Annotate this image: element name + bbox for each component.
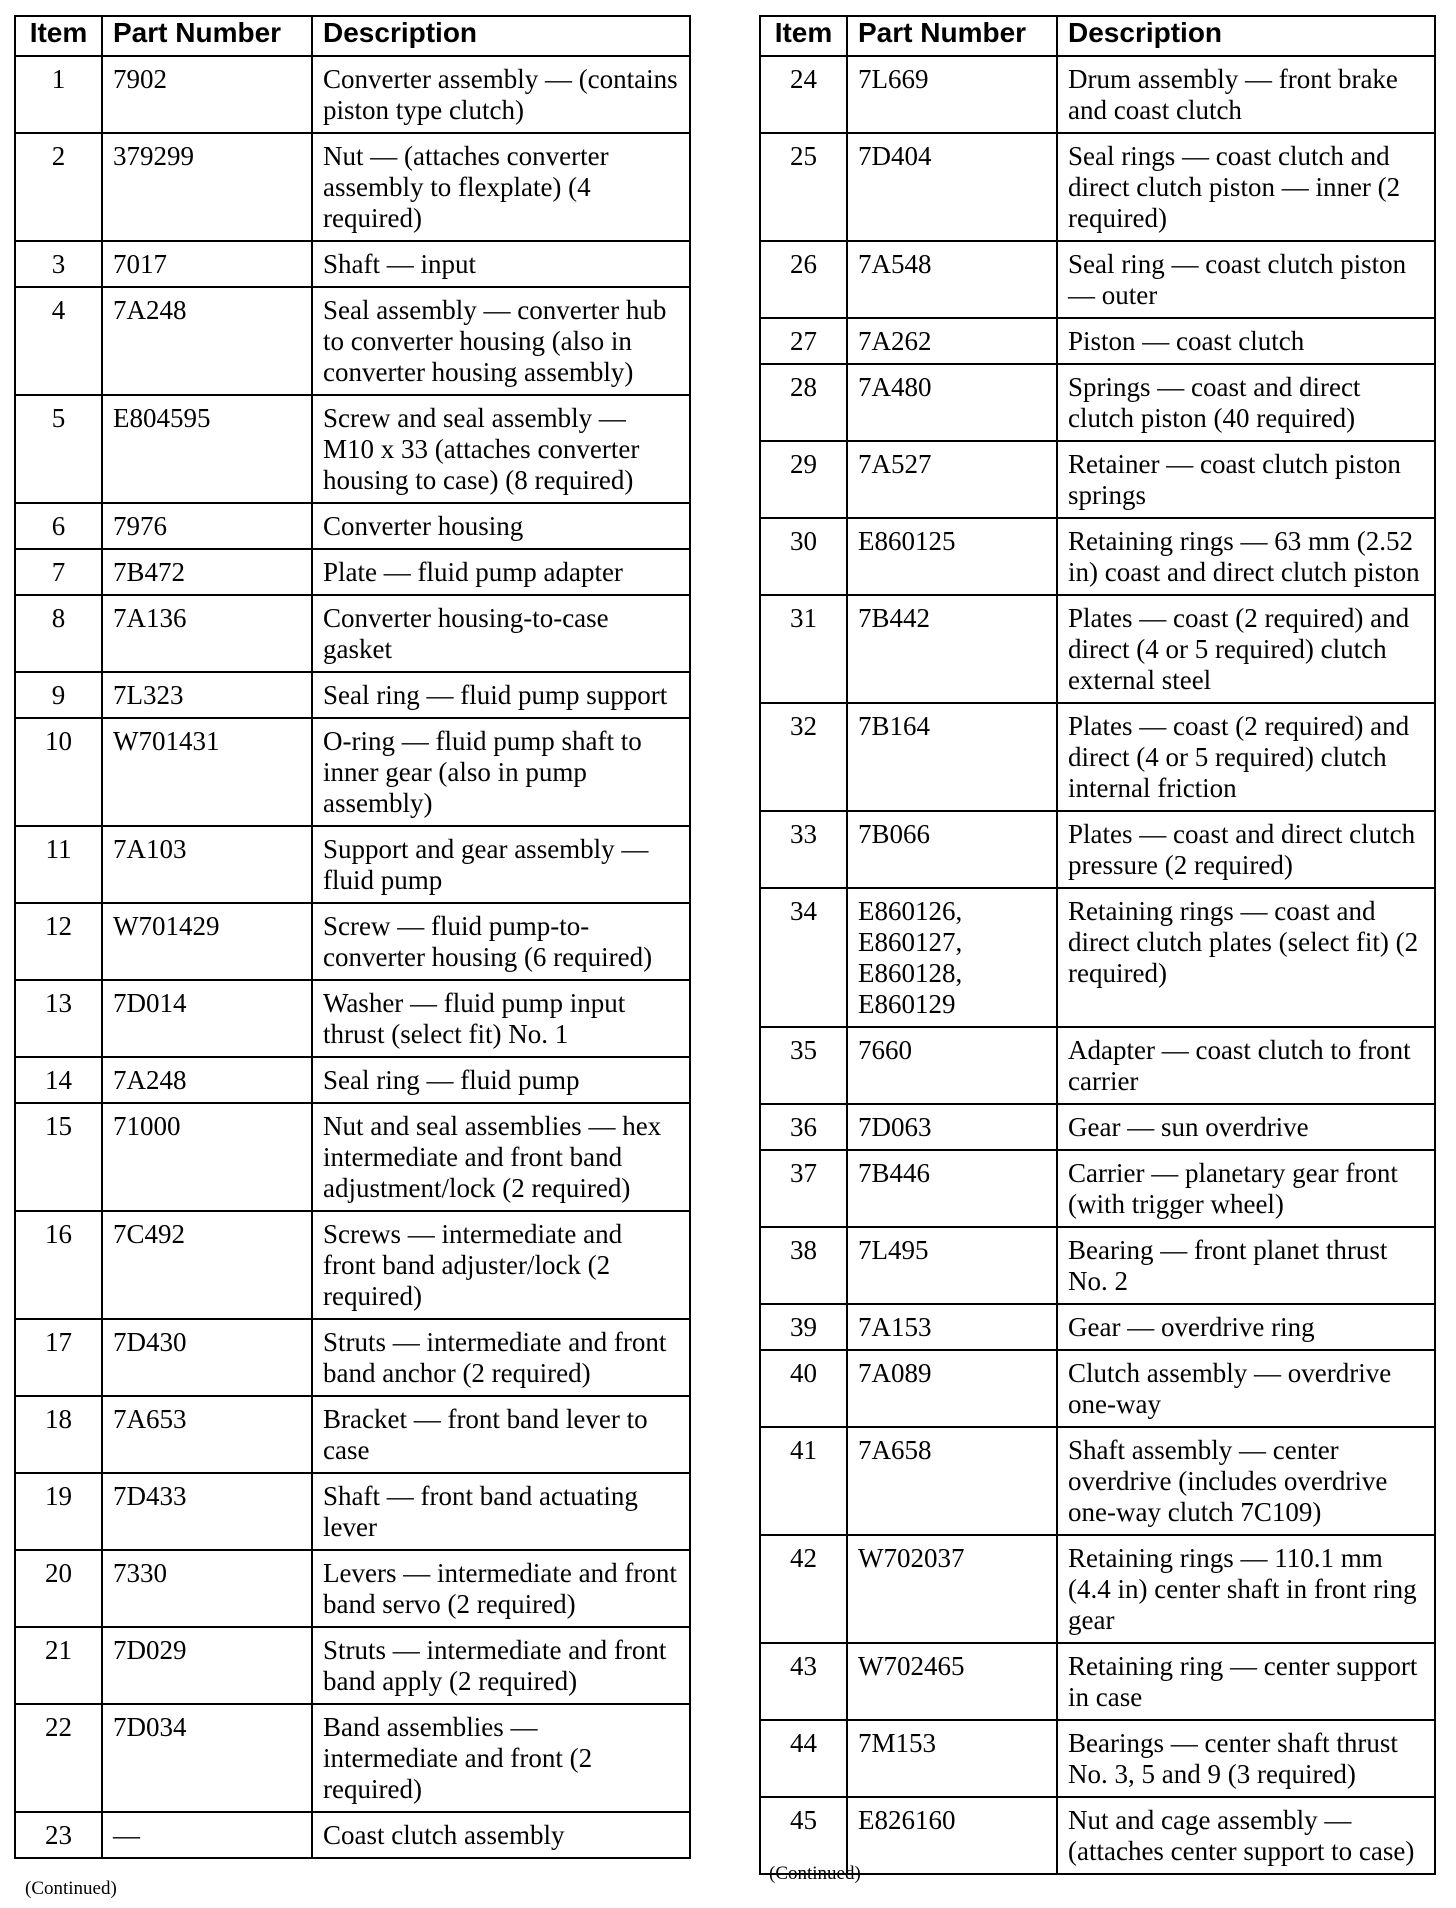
table-row <box>760 1150 1435 1227</box>
cell-description: Drum assembly — front brake and coast clutch <box>1057 56 1435 133</box>
cell-description: Levers — intermediate and front band servo (2 required) <box>312 1550 690 1627</box>
header-description: Description <box>1057 16 1435 56</box>
cell-part-number: 7D063 <box>847 1104 1057 1150</box>
table-row <box>15 1812 690 1858</box>
cell-item: 33 <box>760 811 847 888</box>
table-row <box>760 441 1435 518</box>
header-part-number: Part Number <box>847 16 1057 56</box>
cell-part-number: 7330 <box>102 1550 312 1627</box>
table-row <box>15 672 690 718</box>
cell-item: 42 <box>760 1535 847 1643</box>
cell-description: O-ring — fluid pump shaft to inner gear (also in pump assembly) <box>312 718 690 826</box>
table-row <box>760 1797 1435 1874</box>
cell-part-number: 7D034 <box>102 1704 312 1812</box>
table-row <box>760 595 1435 703</box>
cell-item: 5 <box>15 395 102 503</box>
table-row <box>15 133 690 241</box>
table-row <box>760 1720 1435 1797</box>
table-row <box>15 1211 690 1319</box>
cell-part-number: E826160 <box>847 1797 1057 1874</box>
header-description: Description <box>312 16 690 56</box>
cell-description: Seal ring — fluid pump support <box>312 672 690 718</box>
cell-description: Screw and seal assembly — M10 x 33 (attaches converter housing to case) (8 required) <box>312 395 690 503</box>
cell-part-number: W701429 <box>102 903 312 980</box>
cell-part-number: 7A548 <box>847 241 1057 318</box>
table-header-row <box>760 16 1435 56</box>
table-row <box>760 1427 1435 1535</box>
cell-description: Retaining rings — 63 mm (2.52 in) coast and direct clutch piston <box>1057 518 1435 595</box>
cell-description: Converter housing-to-case gasket <box>312 595 690 672</box>
cell-part-number: 7017 <box>102 241 312 287</box>
table-row <box>760 241 1435 318</box>
table-row <box>15 1704 690 1812</box>
cell-description: Seal assembly — converter hub to converter housing (also in converter housing assembly) <box>312 287 690 395</box>
table-row <box>15 1057 690 1103</box>
table-row <box>760 1227 1435 1304</box>
cell-item: 13 <box>15 980 102 1057</box>
cell-item: 24 <box>760 56 847 133</box>
cell-item: 3 <box>15 241 102 287</box>
parts-table-right <box>759 15 1436 1875</box>
cell-part-number: 7A103 <box>102 826 312 903</box>
table-row <box>15 395 690 503</box>
table-row <box>15 503 690 549</box>
cell-description: Coast clutch assembly <box>312 1812 690 1858</box>
cell-description: Nut and seal assemblies — hex intermediate and front band adjustment/lock (2 required) <box>312 1103 690 1211</box>
table-row <box>15 980 690 1057</box>
cell-description: Retainer — coast clutch piston springs <box>1057 441 1435 518</box>
table-header-row <box>15 16 690 56</box>
table-row <box>760 1535 1435 1643</box>
parts-table-left-body <box>15 56 690 1858</box>
cell-description: Struts — intermediate and front band apply (2 required) <box>312 1627 690 1704</box>
table-row <box>760 1304 1435 1350</box>
cell-part-number: 7A248 <box>102 287 312 395</box>
cell-item: 11 <box>15 826 102 903</box>
cell-item: 20 <box>15 1550 102 1627</box>
cell-part-number: 7A480 <box>847 364 1057 441</box>
table-row <box>760 1643 1435 1720</box>
table-row <box>15 549 690 595</box>
cell-item: 36 <box>760 1104 847 1150</box>
cell-description: Shaft assembly — center overdrive (includes overdrive one-way clutch 7C109) <box>1057 1427 1435 1535</box>
cell-item: 35 <box>760 1027 847 1104</box>
cell-description: Clutch assembly — overdrive one-way <box>1057 1350 1435 1427</box>
cell-item: 39 <box>760 1304 847 1350</box>
table-row <box>15 1550 690 1627</box>
cell-description: Adapter — coast clutch to front carrier <box>1057 1027 1435 1104</box>
cell-item: 32 <box>760 703 847 811</box>
table-row <box>15 1627 690 1704</box>
cell-item: 17 <box>15 1319 102 1396</box>
cell-part-number: 7L495 <box>847 1227 1057 1304</box>
cell-part-number: 7L669 <box>847 56 1057 133</box>
cell-part-number: 7A248 <box>102 1057 312 1103</box>
cell-description: Band assemblies — intermediate and front (2 required) <box>312 1704 690 1812</box>
cell-part-number: 7A262 <box>847 318 1057 364</box>
cell-part-number: 7A136 <box>102 595 312 672</box>
cell-item: 34 <box>760 888 847 1027</box>
cell-item: 25 <box>760 133 847 241</box>
cell-part-number: 7A089 <box>847 1350 1057 1427</box>
cell-part-number: 7M153 <box>847 1720 1057 1797</box>
cell-item: 15 <box>15 1103 102 1211</box>
table-row <box>760 888 1435 1027</box>
cell-item: 19 <box>15 1473 102 1550</box>
cell-part-number: 7D430 <box>102 1319 312 1396</box>
parts-table-right-body <box>760 56 1435 1874</box>
table-row <box>15 903 690 980</box>
cell-item: 4 <box>15 287 102 395</box>
cell-description: Shaft — front band actuating lever <box>312 1473 690 1550</box>
cell-item: 31 <box>760 595 847 703</box>
cell-description: Retaining rings — coast and direct clutch plates (select fit) (2 required) <box>1057 888 1435 1027</box>
table-row <box>760 133 1435 241</box>
table-row <box>15 287 690 395</box>
cell-part-number: 7D433 <box>102 1473 312 1550</box>
cell-description: Support and gear assembly — fluid pump <box>312 826 690 903</box>
table-row <box>15 718 690 826</box>
cell-item: 16 <box>15 1211 102 1319</box>
cell-part-number: 7D014 <box>102 980 312 1057</box>
cell-item: 7 <box>15 549 102 595</box>
cell-description: Retaining rings — 110.1 mm (4.4 in) center shaft in front ring gear <box>1057 1535 1435 1643</box>
cell-item: 22 <box>15 1704 102 1812</box>
cell-item: 44 <box>760 1720 847 1797</box>
parts-table-left <box>14 15 691 1859</box>
table-row <box>15 1473 690 1550</box>
cell-description: Plates — coast and direct clutch pressure (2 required) <box>1057 811 1435 888</box>
continued-note-right: (Continued) <box>769 1863 861 1884</box>
cell-description: Screws — intermediate and front band adjuster/lock (2 required) <box>312 1211 690 1319</box>
cell-part-number: W702465 <box>847 1643 1057 1720</box>
table-row <box>760 703 1435 811</box>
table-row <box>760 1104 1435 1150</box>
cell-item: 10 <box>15 718 102 826</box>
cell-part-number: 7D404 <box>847 133 1057 241</box>
cell-part-number: 7902 <box>102 56 312 133</box>
cell-item: 29 <box>760 441 847 518</box>
cell-description: Retaining ring — center support in case <box>1057 1643 1435 1720</box>
cell-item: 27 <box>760 318 847 364</box>
cell-item: 43 <box>760 1643 847 1720</box>
cell-description: Plates — coast (2 required) and direct (4 or 5 required) clutch internal friction <box>1057 703 1435 811</box>
cell-item: 26 <box>760 241 847 318</box>
cell-description: Bearing — front planet thrust No. 2 <box>1057 1227 1435 1304</box>
cell-description: Struts — intermediate and front band anchor (2 required) <box>312 1319 690 1396</box>
cell-part-number: 7B442 <box>847 595 1057 703</box>
continued-note-left: (Continued) <box>25 1878 117 1899</box>
cell-part-number: 7B066 <box>847 811 1057 888</box>
cell-item: 23 <box>15 1812 102 1858</box>
cell-item: 14 <box>15 1057 102 1103</box>
table-row <box>760 1350 1435 1427</box>
table-row <box>760 518 1435 595</box>
cell-item: 6 <box>15 503 102 549</box>
parts-table-right-column <box>759 15 1436 1875</box>
cell-item: 21 <box>15 1627 102 1704</box>
cell-item: 30 <box>760 518 847 595</box>
cell-item: 9 <box>15 672 102 718</box>
cell-description: Nut — (attaches converter assembly to flexplate) (4 required) <box>312 133 690 241</box>
cell-item: 1 <box>15 56 102 133</box>
cell-part-number: 7C492 <box>102 1211 312 1319</box>
cell-part-number: 7660 <box>847 1027 1057 1104</box>
cell-item: 38 <box>760 1227 847 1304</box>
cell-part-number: E804595 <box>102 395 312 503</box>
cell-description: Bracket — front band lever to case <box>312 1396 690 1473</box>
cell-item: 40 <box>760 1350 847 1427</box>
header-part-number: Part Number <box>102 16 312 56</box>
header-item: Item <box>15 16 102 56</box>
table-row <box>15 1396 690 1473</box>
cell-description: Gear — sun overdrive <box>1057 1104 1435 1150</box>
cell-description: Plate — fluid pump adapter <box>312 549 690 595</box>
cell-part-number: E860126, E860127, E860128, E860129 <box>847 888 1057 1027</box>
cell-part-number: 7A527 <box>847 441 1057 518</box>
cell-description: Converter housing <box>312 503 690 549</box>
cell-part-number: 7B164 <box>847 703 1057 811</box>
cell-description: Bearings — center shaft thrust No. 3, 5 and 9 (3 required) <box>1057 1720 1435 1797</box>
cell-part-number: 7D029 <box>102 1627 312 1704</box>
cell-description: Seal ring — coast clutch piston — outer <box>1057 241 1435 318</box>
cell-item: 2 <box>15 133 102 241</box>
cell-description: Screw — fluid pump-to-converter housing (6 required) <box>312 903 690 980</box>
cell-part-number: 7B472 <box>102 549 312 595</box>
table-row <box>15 595 690 672</box>
cell-description: Seal rings — coast clutch and direct clutch piston — inner (2 required) <box>1057 133 1435 241</box>
cell-part-number: 7A653 <box>102 1396 312 1473</box>
cell-description: Piston — coast clutch <box>1057 318 1435 364</box>
cell-description: Converter assembly — (contains piston type clutch) <box>312 56 690 133</box>
parts-table-left-column <box>14 15 691 1859</box>
cell-part-number: 7976 <box>102 503 312 549</box>
cell-description: Gear — overdrive ring <box>1057 1304 1435 1350</box>
cell-part-number: 7L323 <box>102 672 312 718</box>
table-row <box>760 364 1435 441</box>
cell-part-number: 379299 <box>102 133 312 241</box>
cell-part-number: 7A153 <box>847 1304 1057 1350</box>
cell-item: 28 <box>760 364 847 441</box>
cell-part-number: 7A658 <box>847 1427 1057 1535</box>
cell-item: 18 <box>15 1396 102 1473</box>
table-row <box>15 1103 690 1211</box>
cell-part-number: 7B446 <box>847 1150 1057 1227</box>
table-row <box>15 1319 690 1396</box>
cell-description: Seal ring — fluid pump <box>312 1057 690 1103</box>
cell-description: Shaft — input <box>312 241 690 287</box>
cell-item: 45 <box>760 1797 847 1874</box>
cell-part-number: E860125 <box>847 518 1057 595</box>
table-row <box>760 318 1435 364</box>
cell-description: Nut and cage assembly — (attaches center support to case) <box>1057 1797 1435 1874</box>
cell-description: Washer — fluid pump input thrust (select fit) No. 1 <box>312 980 690 1057</box>
cell-part-number: W701431 <box>102 718 312 826</box>
cell-item: 12 <box>15 903 102 980</box>
cell-item: 41 <box>760 1427 847 1535</box>
cell-description: Carrier — planetary gear front (with trigger wheel) <box>1057 1150 1435 1227</box>
header-item: Item <box>760 16 847 56</box>
table-row <box>760 811 1435 888</box>
table-row <box>760 56 1435 133</box>
cell-part-number: W702037 <box>847 1535 1057 1643</box>
table-row <box>15 241 690 287</box>
table-row <box>15 826 690 903</box>
table-row <box>760 1027 1435 1104</box>
cell-item: 37 <box>760 1150 847 1227</box>
cell-part-number: — <box>102 1812 312 1858</box>
cell-description: Plates — coast (2 required) and direct (4 or 5 required) clutch external steel <box>1057 595 1435 703</box>
cell-item: 8 <box>15 595 102 672</box>
cell-description: Springs — coast and direct clutch piston (40 required) <box>1057 364 1435 441</box>
table-row <box>15 56 690 133</box>
cell-part-number: 71000 <box>102 1103 312 1211</box>
